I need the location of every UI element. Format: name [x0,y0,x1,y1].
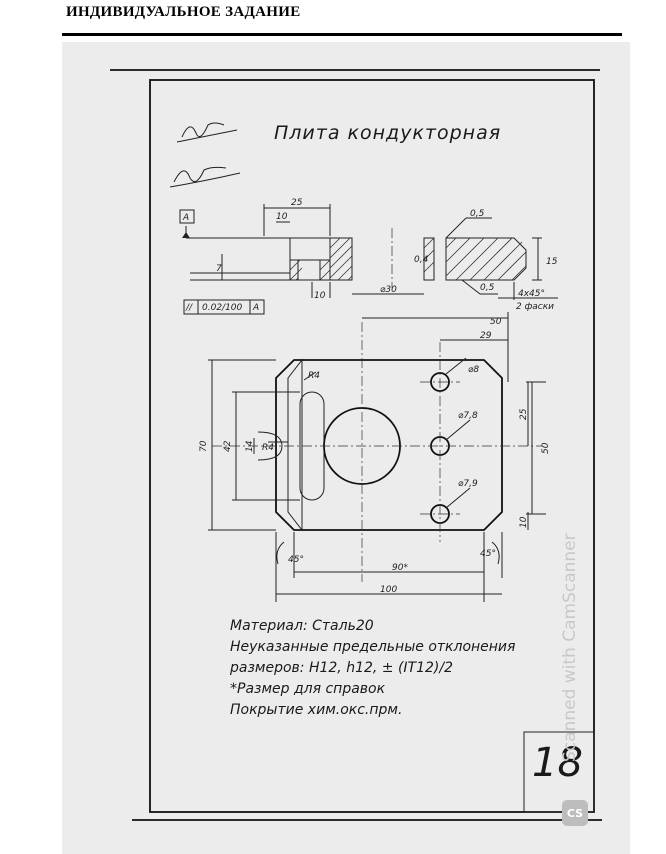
header-rule [62,33,622,36]
dim-phi7-9: ⌀7,9 [458,479,478,489]
dim-25-section: 25 [291,198,303,208]
note-material: Материал: Сталь20 [230,618,374,634]
dim-42: 42 [223,440,233,452]
tolerance-datum: A [253,303,260,313]
camscanner-logo-icon: CS [562,800,588,826]
dim-90: 90* [392,563,408,573]
technical-drawing [62,42,630,854]
dim-70: 70 [199,440,209,452]
camscanner-watermark: Scanned with CamScanner [560,533,580,762]
dim-7: 7 [216,264,222,274]
dim-15: 15 [546,257,558,267]
note-tolerances-values: размеров: Н12, h12, ± (IT12)/2 [230,660,454,676]
dim-phi8: ⌀8 [468,365,480,375]
chamfer-dim: 4x45° [518,289,546,299]
dim-50-right: 50 [541,442,551,454]
plate-outline [276,360,502,530]
dim-0-5-top: 0,5 [470,209,485,219]
note-reference: *Размер для справок [230,681,386,697]
dim-0-4: 0,4 [414,255,429,265]
note-coating: Покрытие хим.окс.прм. [230,702,403,718]
drawing-title: Плита кондукторная [274,122,502,144]
dim-10-bottom: 10 [314,291,326,301]
datum-label: A [183,213,190,223]
signature-mark [177,123,237,142]
technical-notes [230,616,515,721]
scanned-drawing [62,42,630,854]
dim-100: 100 [380,585,398,595]
dim-10-top: 10 [276,212,288,222]
dim-45-left: 45° [288,555,304,565]
dim-r4-left: R4 [262,443,274,453]
chamfer-note: 2 фаски [516,302,555,312]
dim-50-top: 50 [490,317,502,327]
dim-29: 29 [480,331,492,341]
sheet-number: 18 [532,740,583,786]
signature-mark-2 [170,167,240,187]
dim-phi30: ⌀30 [380,285,397,295]
page-header-title: ИНДИВИДУАЛЬНОЕ ЗАДАНИЕ [66,4,301,20]
dim-25-plan: 25 [519,408,529,420]
tolerance-symbol: // [186,303,193,313]
tolerance-value: 0.02/100 [202,303,243,313]
dim-phi7-8: ⌀7,8 [458,411,478,421]
dim-10-plan: 10 [519,516,529,528]
dim-r4-top: R4 [308,371,320,381]
note-tolerances: Неуказанные предельные отклонения [230,639,516,655]
dim-45-right: 45° [480,549,496,559]
dim-0-5-bottom: 0,5 [480,283,495,293]
dim-14: 14 [245,440,255,452]
